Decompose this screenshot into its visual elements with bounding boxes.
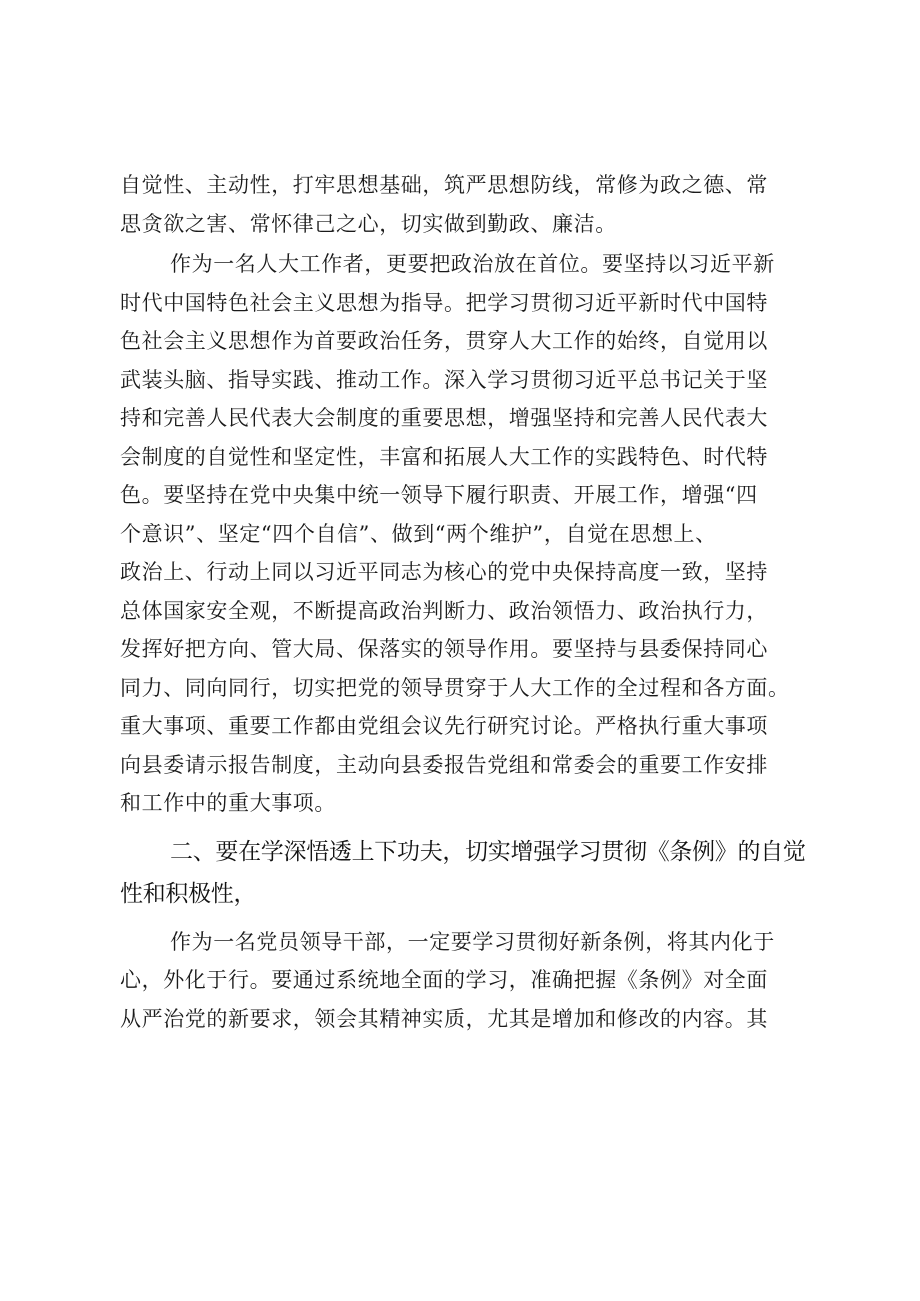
paragraph-line: 色社会主义思想作为首要政治任务，贯穿人大工作的始终，自觉用以 bbox=[120, 329, 768, 353]
paragraph-line: 持和完善人民代表大会制度的重要思想，增强坚持和完善人民代表大 bbox=[120, 406, 768, 430]
paragraph-line: 心，外化于行。要通过系统地全面的学习，准确把握《条例》对全面 bbox=[120, 968, 768, 992]
paragraph-3 bbox=[120, 923, 830, 1039]
section-heading-2 bbox=[120, 831, 830, 915]
paragraph-line: 重大事项、重要工作都由党组会议先行研究讨论。严格执行重大事项 bbox=[120, 714, 768, 738]
paragraph-line: 同力、同向同行，切实把党的领导贯穿于人大工作的全过程和各方面。 bbox=[120, 675, 790, 700]
paragraph-line: 色。要坚持在党中央集中统一领导下履行职责、开展工作，增强“四 bbox=[120, 483, 758, 507]
paragraph-line: 从严治党的新要求，领会其精神实质，尤其是增加和修改的内容。其 bbox=[120, 1006, 768, 1031]
paragraph-line: 总体国家安全观，不断提高政治判断力、政治领悟力、政治执行力， bbox=[120, 598, 768, 623]
paragraph-line: 思贪欲之害、常怀律己之心，切实做到勤政、廉洁。 bbox=[120, 211, 617, 236]
paragraph-line: 个意识”、坚定“四个自信”、做到“两个维护”，自觉在思想上、 bbox=[120, 521, 717, 546]
paragraph-line: 时代中国特色社会主义思想为指导。把学习贯彻习近平新时代中国特 bbox=[120, 290, 768, 315]
paragraph-line: 武装头脑、指导实践、推动工作。深入学习贯彻习近平总书记关于坚 bbox=[120, 367, 768, 392]
paragraph-line: 和工作中的重大事项。 bbox=[120, 791, 336, 815]
paragraph-1 bbox=[120, 166, 830, 243]
paragraph-line: 自觉性、主动性，打牢思想基础，筑严思想防线，常修为政之德、常 bbox=[120, 173, 768, 197]
paragraph-line: 政治上、行动上同以习近平同志为核心的党中央保持高度一致，坚持 bbox=[120, 560, 768, 584]
heading-line: 二、要在学深悟透上下功夫，切实增强学习贯彻《条例》的自觉 bbox=[170, 838, 806, 865]
document-body bbox=[120, 166, 830, 1038]
paragraph-line: 作为一名人大工作者，更要把政治放在首位。要坚持以习近平新 bbox=[170, 252, 775, 276]
paragraph-line: 发挥好把方向、管大局、保落实的领导作用。要坚持与县委保持同心 bbox=[120, 637, 768, 661]
paragraph-2 bbox=[120, 245, 830, 823]
paragraph-line: 作为一名党员领导干部，一定要学习贯彻好新条例，将其内化于 bbox=[170, 929, 775, 954]
paragraph-line: 向县委请示报告制度，主动向县委报告党组和常委会的重要工作安排 bbox=[120, 752, 768, 777]
heading-line: 性和积极性， bbox=[120, 880, 257, 907]
paragraph-line: 会制度的自觉性和坚定性，丰富和拓展人大工作的实践特色、时代特 bbox=[120, 444, 768, 469]
